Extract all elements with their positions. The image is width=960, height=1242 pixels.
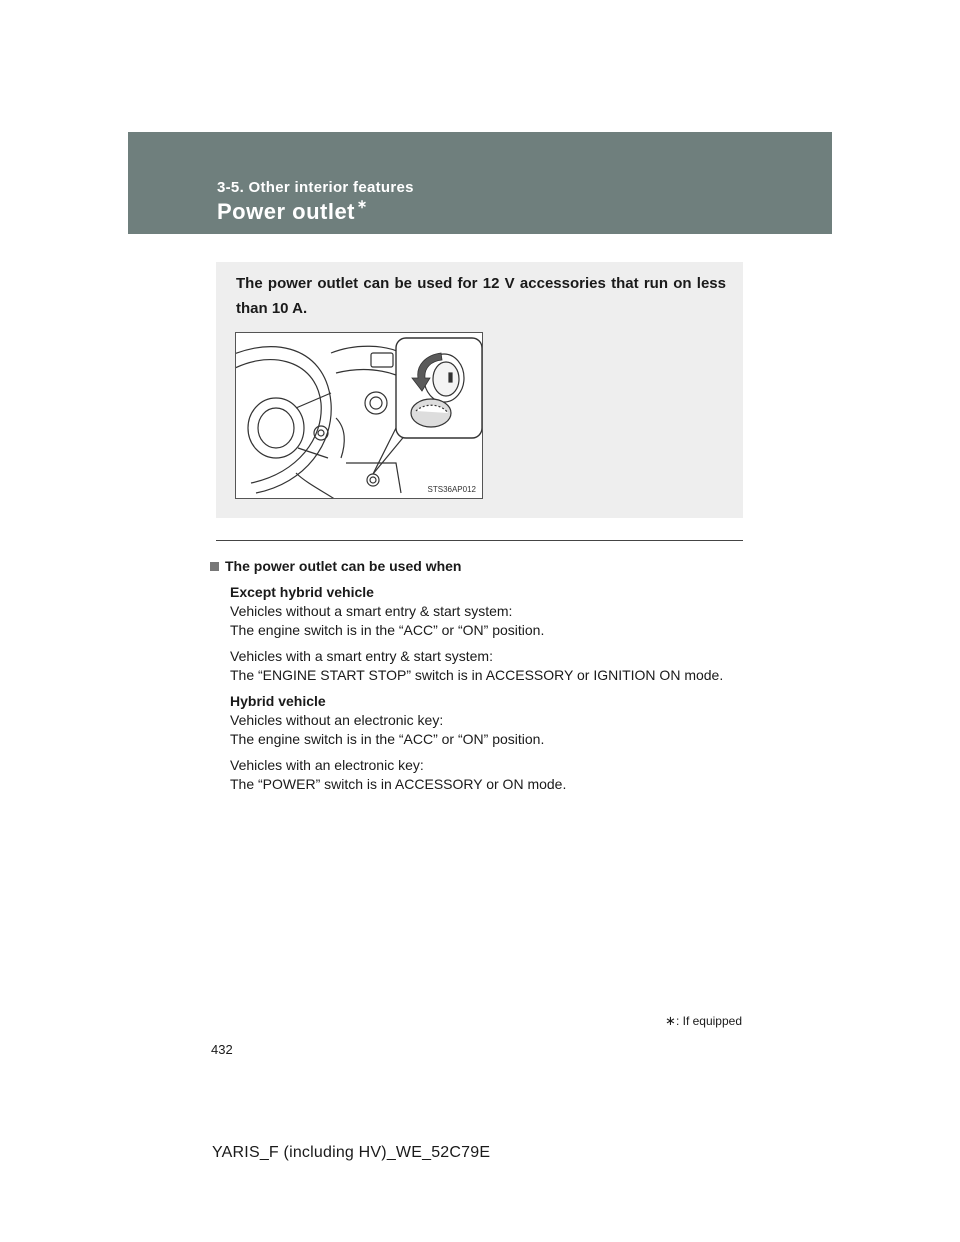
footnote-text: : If equipped: [675, 1014, 742, 1028]
footnote-mark: ∗: [665, 1013, 676, 1028]
hybrid-without-text: The engine switch is in the “ACC” or “ON” position.: [230, 731, 545, 747]
square-bullet-icon: [210, 562, 219, 571]
section-label: 3-5. Other interior features: [217, 179, 414, 196]
figure-code: STS36AP012: [427, 485, 476, 494]
dashboard-illustration: [236, 333, 483, 499]
intro-box: [216, 262, 743, 518]
page-number: 432: [211, 1042, 233, 1057]
usage-heading-text: The power outlet can be used when: [225, 558, 462, 574]
hybrid-title: Hybrid vehicle: [230, 693, 326, 709]
page-title: [217, 199, 368, 225]
hybrid-with-label: Vehicles with an electronic key:: [230, 757, 424, 773]
except-hybrid-with-text: The “ENGINE START STOP” switch is in ACCESSORY or IGNITION ON mode.: [230, 667, 724, 683]
intro-text: The power outlet can be used for 12 V accessories that run on less than 10 A.: [236, 275, 726, 317]
section-divider: [216, 540, 743, 541]
usage-section: [210, 557, 743, 794]
except-hybrid-title: Except hybrid vehicle: [230, 584, 374, 600]
power-outlet-illustration: [235, 332, 483, 499]
footnote: [665, 1013, 742, 1029]
page-title-text: Power outlet: [217, 199, 356, 224]
hybrid-without-label: Vehicles without an electronic key:: [230, 712, 444, 728]
except-hybrid-without-label: Vehicles without a smart entry & start system:: [230, 603, 513, 619]
usage-heading: [210, 557, 743, 576]
document-id: YARIS_F (including HV)_WE_52C79E: [212, 1144, 491, 1161]
if-equipped-mark: ∗: [357, 197, 368, 211]
except-hybrid-without-text: The engine switch is in the “ACC” or “ON” position.: [230, 622, 545, 638]
section-header: [128, 132, 832, 234]
usage-details: [230, 576, 743, 794]
except-hybrid-with-label: Vehicles with a smart entry & start system:: [230, 648, 493, 664]
hybrid-with-text: The “POWER” switch is in ACCESSORY or ON mode.: [230, 776, 567, 792]
